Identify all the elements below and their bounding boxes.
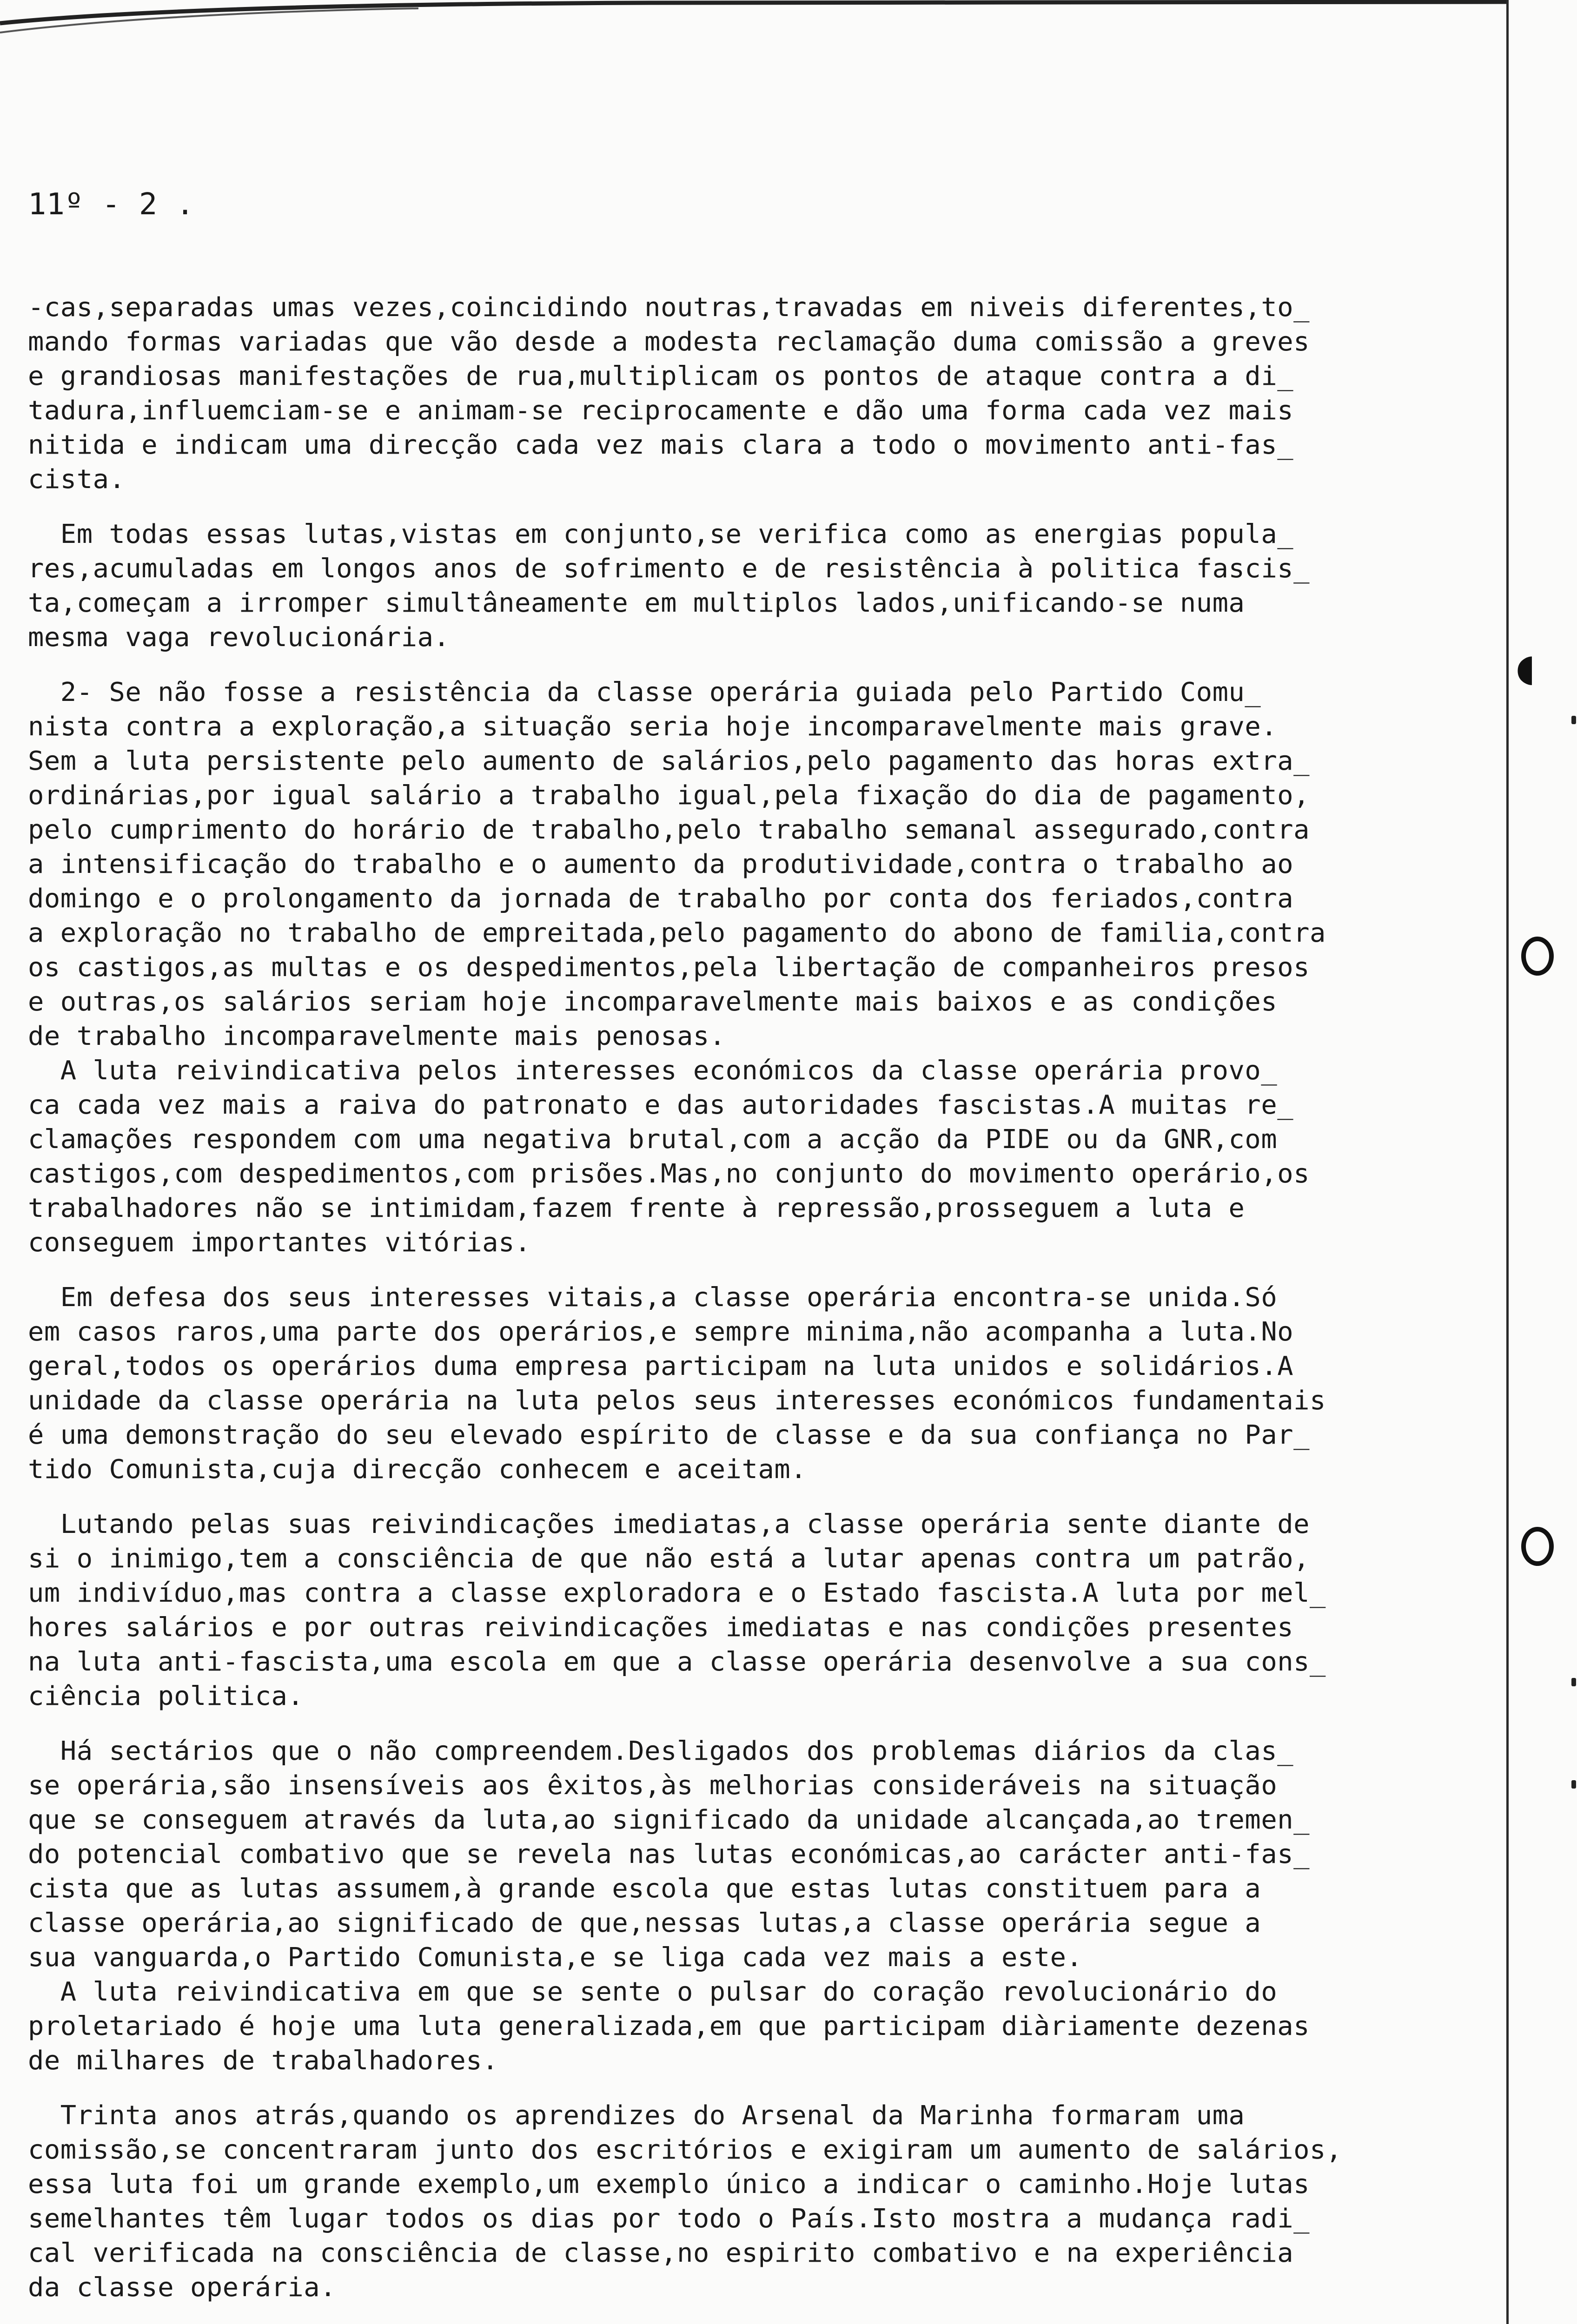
margin-bullet-mark: ◖ [1516,646,1536,689]
page-edge-curve [0,0,1577,74]
paragraph-gap [28,1260,1536,1281]
text-line: Há sectários que o não compreendem.Desligados dos problemas diários da clas_ [28,1736,1294,1766]
text-line: e outras,os salários seriam hoje incomparavelmente mais baixos e as condições [28,987,1278,1017]
text-line: na luta anti-fascista,uma escola em que a classe operária desenvolve a sua cons_ [28,1647,1326,1677]
text-line: nitida e indicam uma direcção cada vez mais clara a todo o movimento anti-fas_ [28,430,1294,460]
margin-dot [1571,1780,1576,1789]
text-line: ta,começam a irromper simultâneamente em multiplos lados,unificando-se numa [28,588,1245,618]
text-line: é uma demonstração do seu elevado espírito de classe e da sua confiança no Par_ [28,1420,1310,1450]
page-number-header: 11º - 2 . [28,187,195,222]
text-lines [28,290,1536,2324]
text-line: proletariado é hoje uma luta generalizada,em que participam diàriamente dezenas [28,2011,1310,2041]
text-line: mando formas variadas que vão desde a modesta reclamação duma comissão a greves [28,327,1310,357]
text-line: a exploração no trabalho de empreitada,pelo pagamento do abono de familia,contra [28,918,1326,948]
text-line: nista contra a exploração,a situação seria hoje incomparavelmente mais grave. [28,712,1278,742]
text-line: comissão,se concentraram junto dos escritórios e exigiram um aumento de salários, [28,2135,1342,2165]
paragraph-gap [28,655,1536,675]
text-line: hores salários e por outras reivindicações imediatas e nas condições presentes [28,1612,1294,1643]
text-line: classe operária,ao significado de que,nessas lutas,a classe operária segue a [28,1908,1261,1938]
text-line: da classe operária. [28,2272,337,2303]
text-line: a intensificação do trabalho e o aumento da produtividade,contra o trabalho ao [28,849,1294,879]
text-line: cal verificada na consciência de classe,no espirito combativo e na experiência [28,2238,1294,2268]
text-line: ciência politica. [28,1681,304,1711]
text-line: trabalhadores não se intimidam,fazem frente à repressão,prosseguem a luta e [28,1193,1245,1223]
text-line: e grandiosas manifestações de rua,multiplicam os pontos de ataque contra a di_ [28,361,1294,391]
text-line: que se conseguem através da luta,ao significado da unidade alcançada,ao tremen_ [28,1805,1310,1835]
text-line: Lutando pelas suas reivindicações imediatas,a classe operária sente diante de [28,1509,1310,1539]
text-line: tido Comunista,cuja direcção conhecem e aceitam. [28,1454,807,1485]
text-line: mesma vaga revolucionária. [28,622,450,653]
paragraph-gap [28,1714,1536,1734]
text-line: tadura,influemciam-se e animam-se reciprocamente e dão uma forma cada vez mais [28,396,1294,426]
text-line: conseguem importantes vitórias. [28,1228,531,1258]
text-line: Sem a luta persistente pelo aumento de salários,pelo pagamento das horas extra_ [28,746,1310,776]
text-line: de milhares de trabalhadores. [28,2046,499,2076]
margin-dot [1571,716,1576,724]
text-line: unidade da classe operária na luta pelos seus interesses económicos fundamentais [28,1386,1326,1416]
text-line: em casos raros,uma parte dos operários,e sempre minima,não acompanha a luta.No [28,1317,1294,1347]
text-line: clamações respondem com uma negativa brutal,com a acção da PIDE ou da GNR,com [28,1124,1278,1155]
text-line: si o inimigo,tem a consciência de que não está a lutar apenas contra um patrão, [28,1544,1310,1574]
text-line: res,acumuladas em longos anos de sofrimento e de resistência à politica fascis_ [28,554,1310,584]
text-line: geral,todos os operários duma empresa participam na luta unidos e solidários.A [28,1351,1294,1381]
margin-dot [1571,1678,1576,1686]
text-line: ca cada vez mais a raiva do patronato e das autoridades fascistas.A muitas re_ [28,1090,1294,1120]
text-line: um indivíduo,mas contra a classe exploradora e o Estado fascista.A luta por mel_ [28,1578,1326,1608]
text-line: A luta reivindicativa em que se sente o pulsar do coração revolucionário do [28,1977,1278,2007]
text-line: os castigos,as multas e os despedimentos,pela libertação de companheiros presos [28,952,1310,983]
text-line: castigos,com despedimentos,com prisões.Mas,no conjunto do movimento operário,os [28,1159,1310,1189]
text-line: cista. [28,464,126,495]
text-line: se operária,são insensíveis aos êxitos,às melhorias consideráveis na situação [28,1770,1278,1801]
paragraph-gap [28,2078,1536,2099]
text-line: essa luta foi um grande exemplo,um exemplo único a indicar o caminho.Hoje lutas [28,2169,1310,2199]
text-line: do potencial combativo que se revela nas lutas económicas,ao carácter anti-fas_ [28,1839,1310,1869]
paragraph-gap [28,497,1536,517]
text-line: A luta reivindicativa pelos interesses económicos da classe operária provo_ [28,1056,1278,1086]
text-line: semelhantes têm lugar todos os dias por todo o País.Isto mostra a mudança radi_ [28,2204,1310,2234]
text-line: pelo cumprimento do horário de trabalho,pelo trabalho semanal assegurado,contra [28,815,1310,845]
paragraph-gap [28,1487,1536,1507]
text-line: Em todas essas lutas,vistas em conjunto,se verifica como as energias popula_ [28,519,1294,549]
text-line: sua vanguarda,o Partido Comunista,e se liga cada vez mais a este. [28,1942,1083,1973]
text-line: domingo e o prolongamento da jornada de trabalho por conta dos feriados,contra [28,884,1294,914]
text-line: -cas,separadas umas vezes,coincidindo noutras,travadas em niveis diferentes,to_ [28,292,1310,323]
text-line: Em defesa dos seus interesses vitais,a classe operária encontra-se unida.Só [28,1282,1278,1313]
text-line: de trabalho incomparavelmente mais penosas. [28,1021,726,1051]
document-body [28,119,1536,2324]
paragraph-gap [28,2305,1536,2324]
text-line: 2- Se não fosse a resistência da classe operária guiada pelo Partido Comu_ [28,677,1261,707]
text-line: cista que as lutas assumem,à grande escola que estas lutas constituem para a [28,1874,1261,1904]
text-line: Trinta anos atrás,quando os aprendizes do Arsenal da Marinha formaram uma [28,2100,1245,2131]
text-line: ordinárias,por igual salário a trabalho igual,pela fixação do dia de pagamento, [28,780,1310,811]
